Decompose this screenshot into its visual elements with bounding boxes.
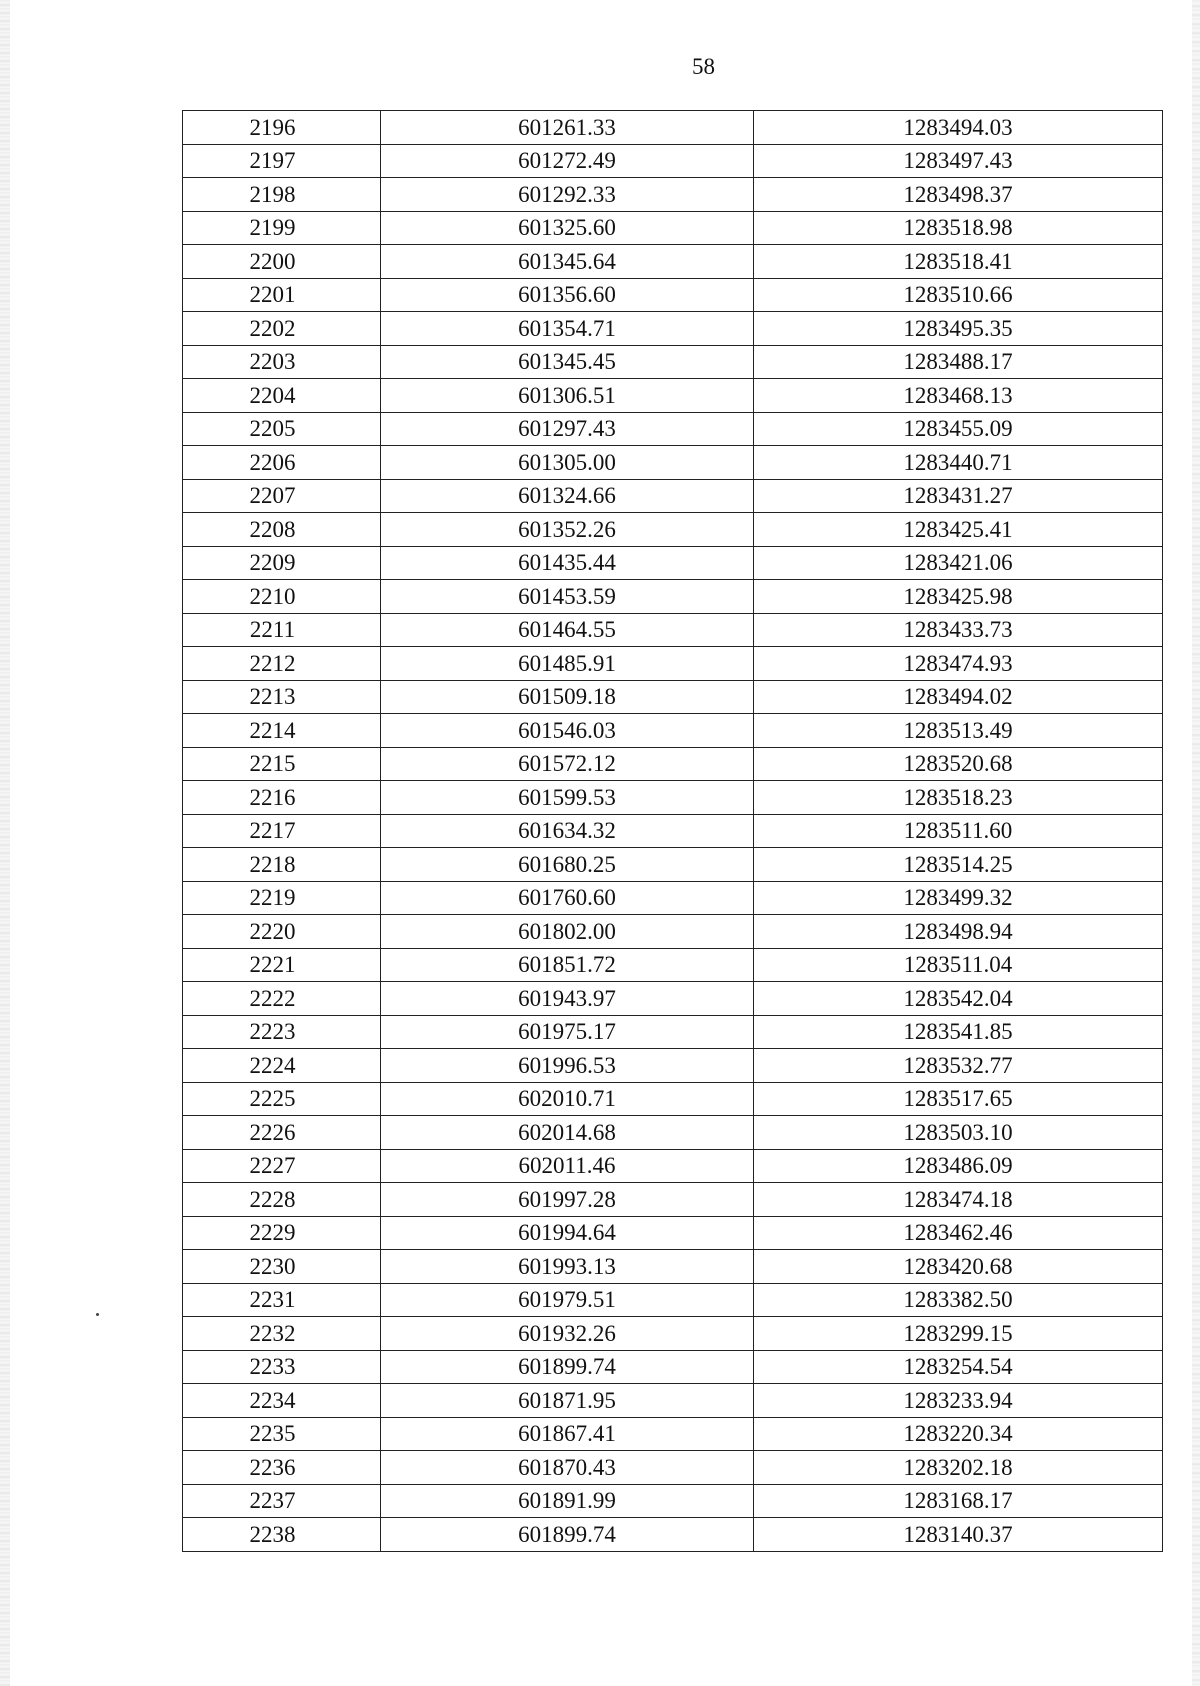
x-coordinate-cell: 601932.26	[381, 1317, 754, 1351]
y-coordinate-cell: 1283520.68	[754, 747, 1163, 781]
y-coordinate-cell: 1283488.17	[754, 345, 1163, 379]
y-coordinate-cell: 1283518.23	[754, 781, 1163, 815]
table-row	[183, 1149, 1163, 1183]
point-number-cell: 2217	[183, 814, 381, 848]
y-coordinate-cell: 1283431.27	[754, 479, 1163, 513]
y-coordinate-cell: 1283541.85	[754, 1015, 1163, 1049]
table-row	[183, 1049, 1163, 1083]
x-coordinate-cell: 601345.64	[381, 245, 754, 279]
y-coordinate-cell: 1283421.06	[754, 546, 1163, 580]
x-coordinate-cell: 601975.17	[381, 1015, 754, 1049]
table-row	[183, 647, 1163, 681]
y-coordinate-cell: 1283462.46	[754, 1216, 1163, 1250]
table-row	[183, 613, 1163, 647]
y-coordinate-cell: 1283425.98	[754, 580, 1163, 614]
point-number-cell: 2206	[183, 446, 381, 480]
x-coordinate-cell: 601261.33	[381, 111, 754, 145]
y-coordinate-cell: 1283518.41	[754, 245, 1163, 279]
point-number-cell: 2221	[183, 948, 381, 982]
point-number-cell: 2222	[183, 982, 381, 1016]
table-row	[183, 1015, 1163, 1049]
point-number-cell: 2204	[183, 379, 381, 413]
y-coordinate-cell: 1283494.02	[754, 680, 1163, 714]
table-row	[183, 211, 1163, 245]
table-row	[183, 1451, 1163, 1485]
page-number: 58	[692, 54, 715, 79]
point-number-cell: 2234	[183, 1384, 381, 1418]
table-row	[183, 278, 1163, 312]
y-coordinate-cell: 1283494.03	[754, 111, 1163, 145]
x-coordinate-cell: 601802.00	[381, 915, 754, 949]
x-coordinate-cell: 601292.33	[381, 178, 754, 212]
x-coordinate-cell: 602010.71	[381, 1082, 754, 1116]
table-row	[183, 1484, 1163, 1518]
y-coordinate-cell: 1283474.93	[754, 647, 1163, 681]
x-coordinate-cell: 601996.53	[381, 1049, 754, 1083]
table-row	[183, 513, 1163, 547]
point-number-cell: 2225	[183, 1082, 381, 1116]
point-number-cell: 2228	[183, 1183, 381, 1217]
x-coordinate-cell: 602011.46	[381, 1149, 754, 1183]
table-row	[183, 178, 1163, 212]
table-row	[183, 1518, 1163, 1552]
point-number-cell: 2232	[183, 1317, 381, 1351]
y-coordinate-cell: 1283498.94	[754, 915, 1163, 949]
page-number-container	[0, 54, 1200, 80]
x-coordinate-cell: 601352.26	[381, 513, 754, 547]
y-coordinate-cell: 1283299.15	[754, 1317, 1163, 1351]
point-number-cell: 2210	[183, 580, 381, 614]
coordinate-table-body	[183, 111, 1163, 1552]
point-number-cell: 2229	[183, 1216, 381, 1250]
x-coordinate-cell: 601899.74	[381, 1518, 754, 1552]
y-coordinate-cell: 1283542.04	[754, 982, 1163, 1016]
x-coordinate-cell: 601993.13	[381, 1250, 754, 1284]
point-number-cell: 2236	[183, 1451, 381, 1485]
y-coordinate-cell: 1283420.68	[754, 1250, 1163, 1284]
x-coordinate-cell: 601435.44	[381, 546, 754, 580]
point-number-cell: 2209	[183, 546, 381, 580]
table-row	[183, 1082, 1163, 1116]
scan-edge-right	[1192, 0, 1200, 1686]
x-coordinate-cell: 601306.51	[381, 379, 754, 413]
point-number-cell: 2227	[183, 1149, 381, 1183]
y-coordinate-cell: 1283518.98	[754, 211, 1163, 245]
y-coordinate-cell: 1283517.65	[754, 1082, 1163, 1116]
y-coordinate-cell: 1283532.77	[754, 1049, 1163, 1083]
coordinate-table	[182, 110, 1163, 1552]
table-row	[183, 144, 1163, 178]
table-row	[183, 245, 1163, 279]
point-number-cell: 2226	[183, 1116, 381, 1150]
x-coordinate-cell: 601851.72	[381, 948, 754, 982]
y-coordinate-cell: 1283499.32	[754, 881, 1163, 915]
point-number-cell: 2198	[183, 178, 381, 212]
coordinate-table-container	[182, 110, 1162, 1552]
table-row	[183, 848, 1163, 882]
table-row	[183, 881, 1163, 915]
point-number-cell: 2237	[183, 1484, 381, 1518]
x-coordinate-cell: 601324.66	[381, 479, 754, 513]
y-coordinate-cell: 1283233.94	[754, 1384, 1163, 1418]
x-coordinate-cell: 601994.64	[381, 1216, 754, 1250]
table-row	[183, 479, 1163, 513]
y-coordinate-cell: 1283498.37	[754, 178, 1163, 212]
table-row	[183, 747, 1163, 781]
x-coordinate-cell: 601272.49	[381, 144, 754, 178]
y-coordinate-cell: 1283254.54	[754, 1350, 1163, 1384]
x-coordinate-cell: 601464.55	[381, 613, 754, 647]
point-number-cell: 2202	[183, 312, 381, 346]
table-row	[183, 546, 1163, 580]
point-number-cell: 2199	[183, 211, 381, 245]
x-coordinate-cell: 601634.32	[381, 814, 754, 848]
table-row	[183, 1384, 1163, 1418]
table-row	[183, 915, 1163, 949]
scan-edge-left	[0, 0, 10, 1686]
table-row	[183, 814, 1163, 848]
y-coordinate-cell: 1283514.25	[754, 848, 1163, 882]
y-coordinate-cell: 1283497.43	[754, 144, 1163, 178]
x-coordinate-cell: 602014.68	[381, 1116, 754, 1150]
x-coordinate-cell: 601297.43	[381, 412, 754, 446]
x-coordinate-cell: 601997.28	[381, 1183, 754, 1217]
x-coordinate-cell: 601354.71	[381, 312, 754, 346]
point-number-cell: 2200	[183, 245, 381, 279]
y-coordinate-cell: 1283433.73	[754, 613, 1163, 647]
x-coordinate-cell: 601325.60	[381, 211, 754, 245]
table-row	[183, 412, 1163, 446]
y-coordinate-cell: 1283511.60	[754, 814, 1163, 848]
x-coordinate-cell: 601572.12	[381, 747, 754, 781]
x-coordinate-cell: 601899.74	[381, 1350, 754, 1384]
x-coordinate-cell: 601943.97	[381, 982, 754, 1016]
table-row	[183, 345, 1163, 379]
table-row	[183, 111, 1163, 145]
point-number-cell: 2230	[183, 1250, 381, 1284]
table-row	[183, 1116, 1163, 1150]
y-coordinate-cell: 1283220.34	[754, 1417, 1163, 1451]
table-row	[183, 1350, 1163, 1384]
y-coordinate-cell: 1283503.10	[754, 1116, 1163, 1150]
x-coordinate-cell: 601979.51	[381, 1283, 754, 1317]
x-coordinate-cell: 601867.41	[381, 1417, 754, 1451]
x-coordinate-cell: 601305.00	[381, 446, 754, 480]
point-number-cell: 2208	[183, 513, 381, 547]
table-row	[183, 379, 1163, 413]
point-number-cell: 2207	[183, 479, 381, 513]
point-number-cell: 2211	[183, 613, 381, 647]
scan-speck	[96, 1313, 99, 1316]
y-coordinate-cell: 1283382.50	[754, 1283, 1163, 1317]
table-row	[183, 781, 1163, 815]
y-coordinate-cell: 1283486.09	[754, 1149, 1163, 1183]
y-coordinate-cell: 1283513.49	[754, 714, 1163, 748]
y-coordinate-cell: 1283510.66	[754, 278, 1163, 312]
point-number-cell: 2215	[183, 747, 381, 781]
table-row	[183, 1283, 1163, 1317]
point-number-cell: 2203	[183, 345, 381, 379]
point-number-cell: 2213	[183, 680, 381, 714]
table-row	[183, 714, 1163, 748]
table-row	[183, 1216, 1163, 1250]
point-number-cell: 2223	[183, 1015, 381, 1049]
y-coordinate-cell: 1283140.37	[754, 1518, 1163, 1552]
point-number-cell: 2205	[183, 412, 381, 446]
y-coordinate-cell: 1283440.71	[754, 446, 1163, 480]
x-coordinate-cell: 601509.18	[381, 680, 754, 714]
point-number-cell: 2196	[183, 111, 381, 145]
y-coordinate-cell: 1283495.35	[754, 312, 1163, 346]
table-row	[183, 982, 1163, 1016]
table-row	[183, 446, 1163, 480]
table-row	[183, 1183, 1163, 1217]
y-coordinate-cell: 1283511.04	[754, 948, 1163, 982]
x-coordinate-cell: 601680.25	[381, 848, 754, 882]
table-row	[183, 580, 1163, 614]
point-number-cell: 2231	[183, 1283, 381, 1317]
point-number-cell: 2238	[183, 1518, 381, 1552]
point-number-cell: 2219	[183, 881, 381, 915]
table-row	[183, 1317, 1163, 1351]
point-number-cell: 2233	[183, 1350, 381, 1384]
table-row	[183, 312, 1163, 346]
point-number-cell: 2216	[183, 781, 381, 815]
point-number-cell: 2197	[183, 144, 381, 178]
x-coordinate-cell: 601345.45	[381, 345, 754, 379]
y-coordinate-cell: 1283168.17	[754, 1484, 1163, 1518]
table-row	[183, 1417, 1163, 1451]
x-coordinate-cell: 601356.60	[381, 278, 754, 312]
point-number-cell: 2214	[183, 714, 381, 748]
table-row	[183, 680, 1163, 714]
y-coordinate-cell: 1283468.13	[754, 379, 1163, 413]
x-coordinate-cell: 601871.95	[381, 1384, 754, 1418]
x-coordinate-cell: 601760.60	[381, 881, 754, 915]
point-number-cell: 2224	[183, 1049, 381, 1083]
x-coordinate-cell: 601891.99	[381, 1484, 754, 1518]
y-coordinate-cell: 1283474.18	[754, 1183, 1163, 1217]
x-coordinate-cell: 601870.43	[381, 1451, 754, 1485]
table-row	[183, 1250, 1163, 1284]
y-coordinate-cell: 1283202.18	[754, 1451, 1163, 1485]
x-coordinate-cell: 601546.03	[381, 714, 754, 748]
y-coordinate-cell: 1283425.41	[754, 513, 1163, 547]
x-coordinate-cell: 601485.91	[381, 647, 754, 681]
point-number-cell: 2235	[183, 1417, 381, 1451]
point-number-cell: 2212	[183, 647, 381, 681]
point-number-cell: 2220	[183, 915, 381, 949]
x-coordinate-cell: 601599.53	[381, 781, 754, 815]
point-number-cell: 2218	[183, 848, 381, 882]
point-number-cell: 2201	[183, 278, 381, 312]
table-row	[183, 948, 1163, 982]
x-coordinate-cell: 601453.59	[381, 580, 754, 614]
y-coordinate-cell: 1283455.09	[754, 412, 1163, 446]
